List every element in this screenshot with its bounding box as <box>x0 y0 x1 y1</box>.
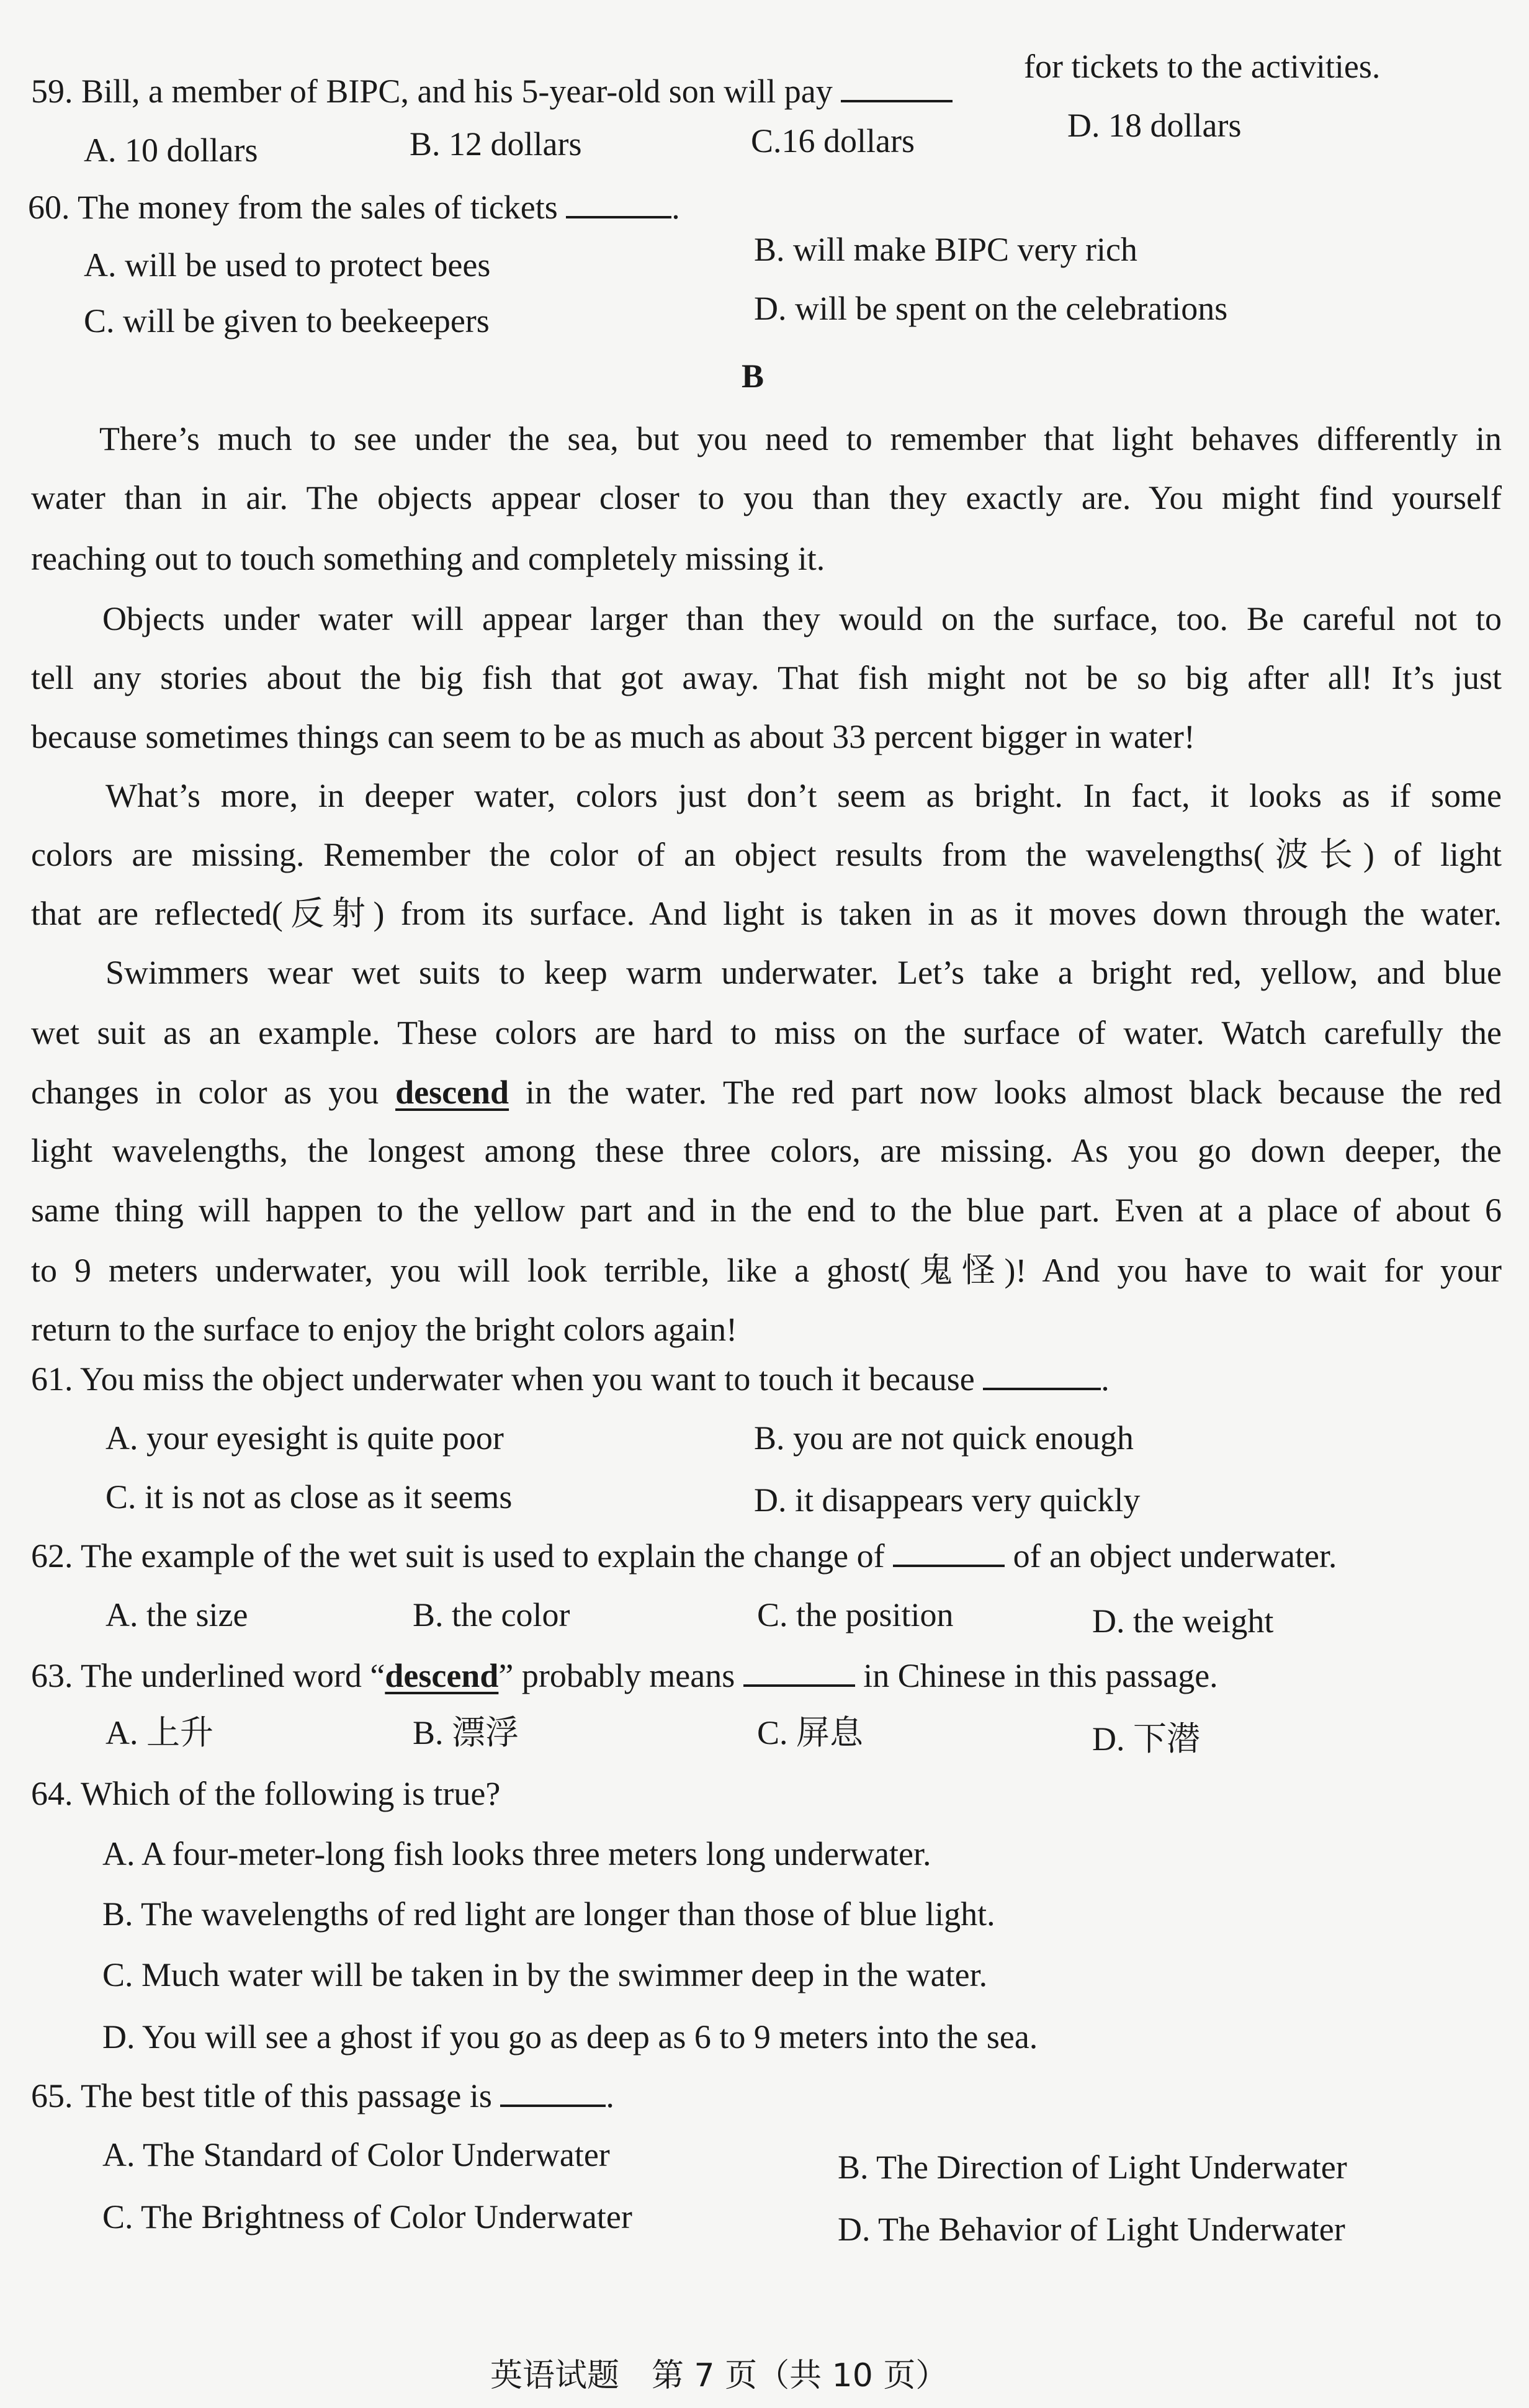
q63-option-c: C. 屏息 <box>757 1714 864 1751</box>
q61-option-c: C. it is not as close as it seems <box>105 1478 513 1516</box>
q59-option-d: D. 18 dollars <box>1067 107 1242 144</box>
q65-option-d: D. The Behavior of Light Underwater <box>838 2211 1345 2248</box>
q62-option-b: B. the color <box>413 1596 570 1633</box>
q65-option-b: B. The Direction of Light Underwater <box>838 2149 1347 2186</box>
q61-option-d: D. it disappears very quickly <box>754 1481 1141 1519</box>
q64-option-c: C. Much water will be taken in by the swimmer deep in the water. <box>102 1956 988 1993</box>
q60-option-c: C. will be given to beekeepers <box>84 302 490 339</box>
q59-option-c: C.16 dollars <box>751 122 915 159</box>
q59-option-b: B. 12 dollars <box>410 125 582 163</box>
q64-option-d: D. You will see a ghost if you go as deep as 6 to 9 meters into the sea. <box>102 2018 1038 2055</box>
q63-option-a: A. 上升 <box>105 1714 213 1751</box>
q63-stem-mid: ” probably means <box>498 1657 735 1694</box>
q62-stem-start: 62. The example of the wet suit is used to explain the change of <box>31 1537 885 1575</box>
q63-option-b: B. 漂浮 <box>413 1714 519 1751</box>
passage-line: tell any stories about the big fish that got away. That fish might not be so big after all! It’s just <box>31 659 1502 696</box>
q61-stem-end: . <box>1101 1360 1110 1398</box>
q65-option-a: A. The Standard of Color Underwater <box>102 2136 610 2173</box>
passage-line: Swimmers wear wet suits to keep warm underwater. Let’s take a bright red, yellow, and blue <box>105 954 1502 991</box>
q65-option-c: C. The Brightness of Color Underwater <box>102 2198 632 2235</box>
passage-line: reaching out to touch something and completely missing it. <box>31 540 825 577</box>
answer-blank <box>983 1363 1101 1390</box>
q61-option-b: B. you are not quick enough <box>754 1419 1134 1457</box>
passage-line: What’s more, in deeper water, colors just don’t seem as bright. In fact, it looks as if some <box>105 777 1502 814</box>
underlined-word: descend <box>385 1657 499 1694</box>
passage-line: light wavelengths, the longest among these three colors, are missing. As you go down deeper, the <box>31 1132 1502 1169</box>
passage-line: same thing will happen to the yellow part and in the end to the blue part. Even at a place of about 6 <box>31 1192 1502 1229</box>
answer-blank <box>500 2080 606 2107</box>
q63-option-d: D. 下潜 <box>1092 1720 1200 1758</box>
q60-stem <box>28 187 680 227</box>
q62-option-c: C. the position <box>757 1596 954 1633</box>
q61-option-a: A. your eyesight is quite poor <box>105 1419 504 1457</box>
q65-stem-end: . <box>606 2077 614 2114</box>
q61-stem-text: 61. You miss the object underwater when you want to touch it because <box>31 1360 975 1398</box>
answer-blank <box>893 1540 1005 1567</box>
passage-line: because sometimes things can seem to be as much as about 33 percent bigger in water! <box>31 718 1195 755</box>
passage-line: return to the surface to enjoy the bright colors again! <box>31 1311 738 1348</box>
q62-stem <box>31 1536 1337 1576</box>
q60-option-d: D. will be spent on the celebrations <box>754 290 1228 327</box>
q60-option-a: A. will be used to protect bees <box>84 246 491 284</box>
passage-line: water than in air. The objects appear closer to you than they exactly are. You might find yourself <box>31 479 1502 516</box>
q63-stem-end: in Chinese in this passage. <box>863 1657 1218 1694</box>
q64-stem: 64. Which of the following is true? <box>31 1775 501 1812</box>
q62-option-a: A. the size <box>105 1596 248 1633</box>
answer-blank <box>743 1660 855 1687</box>
passage-line: wet suit as an example. These colors are hard to miss on the surface of water. Watch carefully the <box>31 1014 1502 1051</box>
passage-line <box>31 1072 1502 1112</box>
answer-blank <box>841 75 953 102</box>
q60-stem-end: . <box>671 189 680 226</box>
q59-stem <box>31 71 953 111</box>
passage-line: Objects under water will appear larger than they would on the surface, too. Be careful not to <box>102 600 1502 637</box>
q64-option-b: B. The wavelengths of red light are longer than those of blue light. <box>102 1895 995 1933</box>
passage-text: in the water. The red part now looks almost black because the red <box>525 1074 1502 1111</box>
q59-stem-start: 59. Bill, a member of BIPC, and his 5-year-old son will pay <box>31 73 833 110</box>
passage-line: that are reflected(反射) from its surface. And light is taken in as it moves down through the water. <box>31 895 1502 932</box>
q61-stem <box>31 1359 1110 1399</box>
page-footer: 英语试题 第 7 页（共 10 页） <box>490 2357 948 2394</box>
passage-line: There’s much to see under the sea, but you need to remember that light behaves differently in <box>99 420 1502 457</box>
q65-stem-text: 65. The best title of this passage is <box>31 2077 492 2114</box>
q62-option-d: D. the weight <box>1092 1602 1274 1640</box>
q65-stem <box>31 2076 614 2116</box>
q63-stem-start: 63. The underlined word “ <box>31 1657 385 1694</box>
q59-stem-end: for tickets to the activities. <box>1024 48 1381 85</box>
q60-option-b: B. will make BIPC very rich <box>754 231 1137 268</box>
section-heading: B <box>742 357 764 395</box>
q63-stem <box>31 1656 1218 1696</box>
q64-option-a: A. A four-meter-long fish looks three meters long underwater. <box>102 1835 931 1872</box>
underlined-word: descend <box>395 1074 509 1111</box>
q59-option-a: A. 10 dollars <box>84 132 258 169</box>
passage-line: to 9 meters underwater, you will look terrible, like a ghost(鬼怪)! And you have to wait for your <box>31 1252 1502 1289</box>
passage-line: colors are missing. Remember the color of an object results from the wavelengths(波长) of light <box>31 836 1502 873</box>
q60-stem-start: 60. The money from the sales of tickets <box>28 189 558 226</box>
passage-text: changes in color as you <box>31 1074 379 1111</box>
q62-stem-end: of an object underwater. <box>1013 1537 1337 1575</box>
answer-blank <box>566 191 671 218</box>
